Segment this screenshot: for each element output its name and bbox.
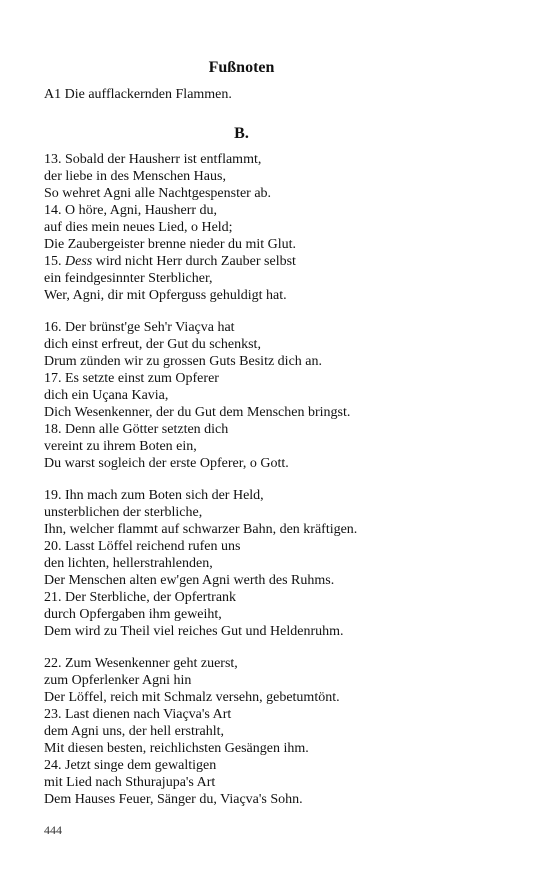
verse-line: 21. Der Sterbliche, der Opfertrank bbox=[44, 590, 237, 605]
verse-line: 18. Denn alle Götter setzten dich bbox=[44, 422, 229, 437]
verse-line: 16. Der brünst'ge Seh'r Viaçva hat bbox=[44, 320, 235, 335]
verse-line: 20. Lasst Löffel reichend rufen uns bbox=[44, 539, 241, 554]
verse-line: mit Lied nach Sthurajupa's Art bbox=[44, 775, 216, 790]
verse-line: 22. Zum Wesenkenner geht zuerst, bbox=[44, 656, 238, 671]
verse-line: 19. Ihn mach zum Boten sich der Held, bbox=[44, 488, 264, 503]
verse-line: 14. O höre, Agni, Hausherr du, bbox=[44, 203, 218, 218]
verse-line: der liebe in des Menschen Haus, bbox=[44, 169, 226, 184]
verse-line: So wehret Agni alle Nachtgespenster ab. bbox=[44, 186, 272, 201]
verse-line: durch Opfergaben ihm geweiht, bbox=[44, 607, 222, 622]
verse-line: dich einst erfreut, der Gut du schenkst, bbox=[44, 337, 261, 352]
footnote-a1: A1 Die aufflackernden Flammen. bbox=[44, 87, 232, 102]
verse-line: dich ein Uçana Kavia, bbox=[44, 388, 169, 403]
stanza-2 bbox=[44, 319, 350, 472]
verse-line: dem Agni uns, der hell erstrahlt, bbox=[44, 724, 225, 739]
verse-line: Dem Hauses Feuer, Sänger du, Viaçva's Sohn. bbox=[44, 792, 303, 807]
stanza-1 bbox=[44, 151, 296, 304]
verse-emphasis: Dess bbox=[65, 254, 93, 269]
verse-line: ein feindgesinnter Sterblicher, bbox=[44, 271, 213, 286]
verse-line bbox=[44, 253, 296, 270]
verse-segment: 15. bbox=[44, 254, 65, 269]
verse-line: 13. Sobald der Hausherr ist entflammt, bbox=[44, 152, 262, 167]
section-heading: B. bbox=[234, 125, 249, 142]
stanza-3 bbox=[44, 487, 357, 640]
verse-line: Drum zünden wir zu grossen Guts Besitz dich an. bbox=[44, 354, 322, 369]
verse-line: Mit diesen besten, reichlichsten Gesängen ihm. bbox=[44, 741, 309, 756]
verse-line: Der Löffel, reich mit Schmalz versehn, gebetumtönt. bbox=[44, 690, 340, 705]
verse-line: unsterblichen der sterbliche, bbox=[44, 505, 203, 520]
verse-line: auf dies mein neues Lied, o Held; bbox=[44, 220, 233, 235]
verse-line: Wer, Agni, dir mit Opferguss gehuldigt hat. bbox=[44, 288, 287, 303]
verse-line: Dich Wesenkenner, der du Gut dem Menschen bringst. bbox=[44, 405, 351, 420]
page-number: 444 bbox=[44, 823, 62, 837]
verse-line: Der Menschen alten ew'gen Agni werth des Ruhms. bbox=[44, 573, 335, 588]
footnotes-heading: Fußnoten bbox=[208, 59, 275, 76]
verse-line: Dem wird zu Theil viel reiches Gut und Heldenruhm. bbox=[44, 624, 344, 639]
verse-line: Du warst sogleich der erste Opferer, o Gott. bbox=[44, 456, 289, 471]
verse-line: den lichten, hellerstrahlenden, bbox=[44, 556, 213, 571]
verse-line: vereint zu ihrem Boten ein, bbox=[44, 439, 197, 454]
stanza-4 bbox=[44, 655, 340, 808]
verse-segment: wird nicht Herr durch Zauber selbst bbox=[92, 254, 296, 269]
verse-line: 24. Jetzt singe dem gewaltigen bbox=[44, 758, 217, 773]
verse-line: Die Zaubergeister brenne nieder du mit Glut. bbox=[44, 237, 297, 252]
verse-line: 23. Last dienen nach Viaçva's Art bbox=[44, 707, 232, 722]
verse-line: zum Opferlenker Agni hin bbox=[44, 673, 192, 688]
verse-line: Ihn, welcher flammt auf schwarzer Bahn, den kräftigen. bbox=[44, 522, 358, 537]
verse-line: 17. Es setzte einst zum Opferer bbox=[44, 371, 219, 386]
